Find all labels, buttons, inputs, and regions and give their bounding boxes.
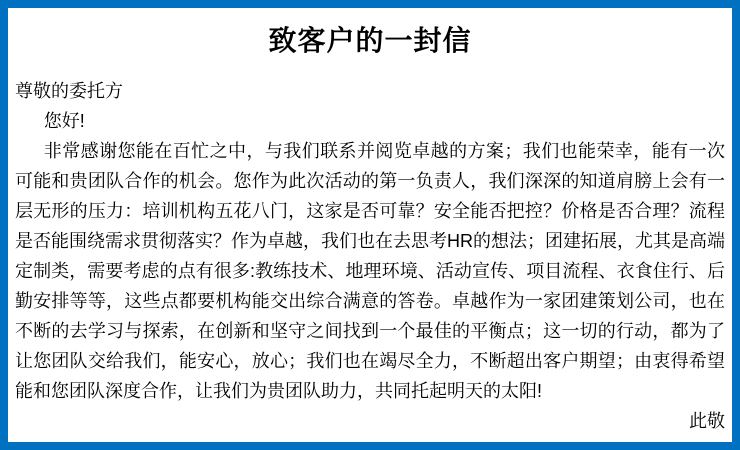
letter-body: 非常感谢您能在百忙之中，与我们联系并阅览卓越的方案；我们也能荣幸，能有一次可能和贵团队合作的机会。您作为此次活动的第一负责人，我们深深的知道肩膀上会有一层无形的压力：培训机构五花八门，这家是否可靠？安全能否把控？价格是否合理？流程是否能围绕需求贯彻落实？作为卓越，我们也在去思考HR的想法；团建拓展，尤其是高端定制类，需要考虑的点有很多:教练技术、地理环境、活动宣传、项目流程、衣食住行、后勤安排等等，这些点都要机构能交出综合满意的答卷。卓越作为一家团建策划公司，也在不断的去学习与探索，在创新和坚守之间找到一个最佳的平衡点；这一切的行动，都为了让您团队交给我们，能安心，放心；我们也在竭尽全力，不断超出客户期望；由衷得希望能和您团队深度合作，让我们为贵团队助力，共同托起明天的太阳! [15, 141, 725, 401]
closing-salute: 此敬 [689, 411, 725, 431]
greeting: 您好! [43, 111, 85, 131]
salutation: 尊敬的委托方 [15, 81, 123, 101]
page-title: 致客户的一封信 [268, 25, 472, 56]
